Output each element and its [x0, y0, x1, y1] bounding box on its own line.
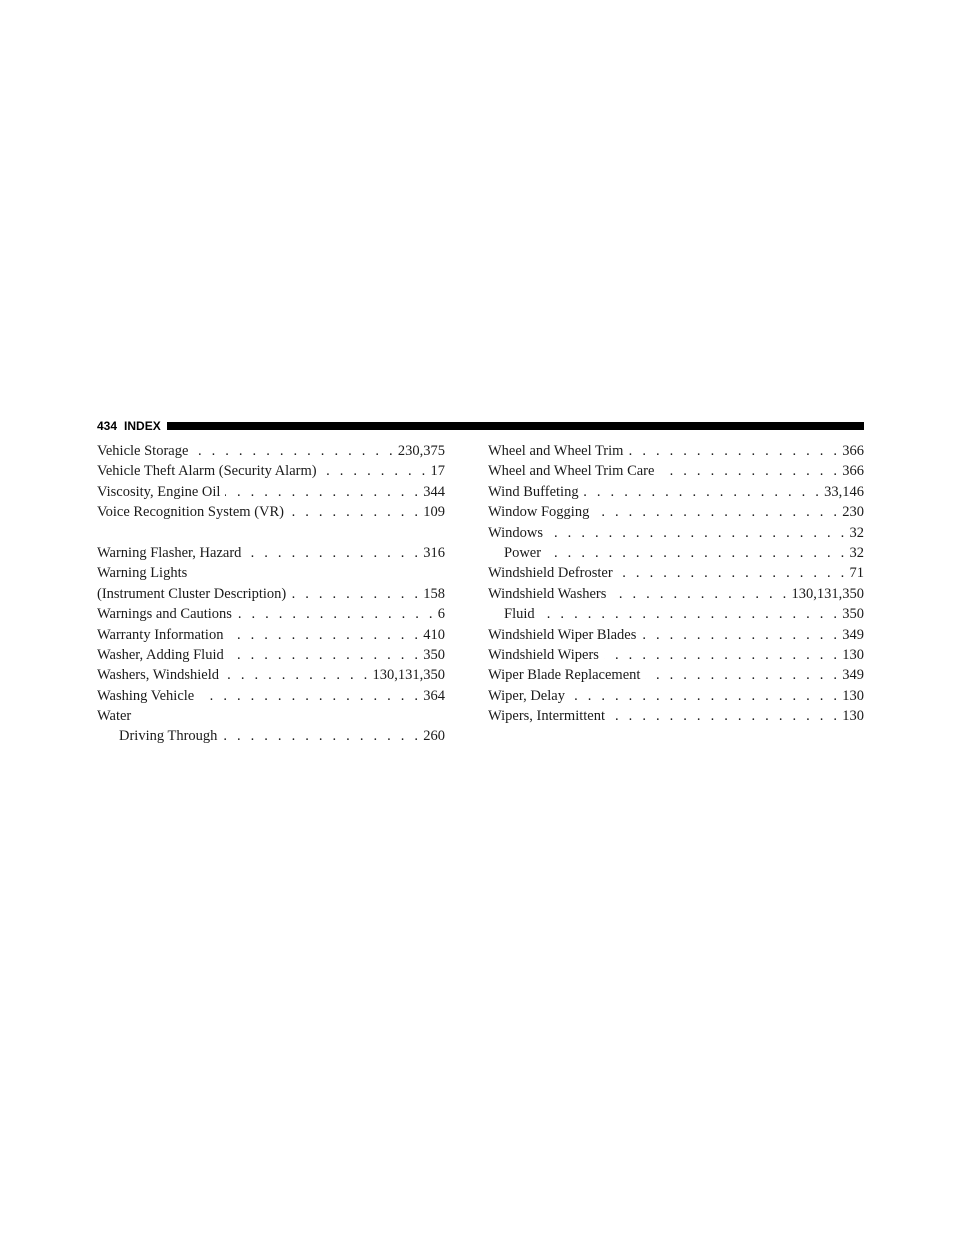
dot-leader [659, 461, 840, 481]
index-entry [97, 543, 445, 563]
dot-leader [548, 523, 848, 543]
index-pages: 130 [842, 708, 864, 725]
index-pages: 130,131,350 [372, 667, 445, 684]
index-entry [488, 645, 864, 665]
index-entry [488, 584, 864, 604]
dot-leader [570, 686, 840, 706]
index-term: Water [97, 708, 132, 725]
index-term: (Instrument Cluster Description) [97, 585, 287, 602]
index-term: Warning Flasher, Hazard [97, 544, 242, 561]
index-entry [488, 523, 864, 543]
dot-leader [628, 441, 840, 461]
index-pages: 32 [849, 524, 864, 541]
page-header [97, 417, 864, 435]
index-term: Power [504, 544, 542, 561]
index-term: Wipers, Intermittent [488, 708, 605, 725]
index-entry [488, 665, 864, 685]
index-entry [97, 461, 445, 481]
dot-leader [229, 645, 422, 665]
index-term: Windshield Wipers [488, 646, 599, 663]
index-pages: 130 [842, 687, 864, 704]
index-term: Viscosity, Engine Oil [97, 483, 221, 500]
index-subentry [488, 543, 864, 563]
index-pages: 17 [430, 463, 445, 480]
index-pages: 366 [842, 443, 864, 459]
index-pages: 158 [423, 585, 445, 602]
dot-leader [291, 584, 421, 604]
index-pages: 230 [842, 504, 864, 521]
dot-leader [222, 726, 421, 746]
index-term: Wind Buffeting [488, 483, 579, 500]
index-term: Wheel and Wheel Trim Care [488, 463, 655, 480]
index-term: Wiper Blade Replacement [488, 667, 641, 684]
index-term: Warning Lights [97, 565, 188, 582]
index-entry [488, 441, 864, 461]
index-entry [488, 482, 864, 502]
dot-leader [246, 543, 421, 563]
index-entry [488, 461, 864, 481]
index-entry [97, 604, 445, 624]
index-pages: 230,375 [397, 443, 445, 459]
index-entry [97, 686, 445, 706]
index-entry [488, 686, 864, 706]
index-pages: 349 [842, 626, 864, 643]
index-pages: 130 [842, 646, 864, 663]
index-pages: 349 [842, 667, 864, 684]
dot-leader [546, 543, 847, 563]
index-term: Windshield Washers [488, 585, 607, 602]
index-entry [97, 563, 445, 583]
index-entry [97, 482, 445, 502]
index-pages: 260 [423, 728, 445, 745]
dot-leader [224, 665, 370, 685]
index-subentry [488, 604, 864, 624]
index-column-left [97, 441, 445, 747]
index-entry [488, 625, 864, 645]
index-entry [97, 665, 445, 685]
index-entry [97, 441, 445, 461]
dot-leader [610, 706, 840, 726]
index-term: Wheel and Wheel Trim [488, 443, 624, 459]
dot-leader [584, 482, 823, 502]
dot-leader [594, 502, 840, 522]
index-entry [97, 584, 445, 604]
index-term: Warranty Information [97, 626, 224, 643]
index-term: Window Fogging [488, 504, 590, 521]
dot-leader [645, 665, 840, 685]
index-entry [488, 502, 864, 522]
index-term: Fluid [504, 606, 535, 623]
index-entry [97, 645, 445, 665]
index-pages: 6 [437, 606, 445, 623]
section-title: INDEX [124, 419, 161, 433]
index-pages: 366 [842, 463, 864, 480]
index-term: Windows [488, 524, 543, 541]
dot-leader [228, 625, 421, 645]
index-term: Voice Recognition System (VR) [97, 504, 285, 521]
index-term: Warnings and Cautions [97, 606, 232, 623]
index-term: Washing Vehicle [97, 687, 195, 704]
dot-leader [199, 686, 421, 706]
index-entry [97, 706, 445, 726]
index-term: Driving Through [119, 728, 218, 745]
dot-leader [611, 584, 789, 604]
dot-leader [289, 502, 421, 522]
index-subentry [97, 726, 445, 746]
dot-leader [322, 461, 429, 481]
dot-leader [193, 441, 395, 461]
index-pages: 350 [842, 606, 864, 623]
index-entry [488, 563, 864, 583]
letter-gap [97, 523, 445, 543]
index-entry [97, 502, 445, 522]
index-term: Washer, Adding Fluid [97, 646, 224, 663]
index-pages: 344 [423, 483, 445, 500]
index-term: Washers, Windshield [97, 667, 220, 684]
index-pages: 71 [849, 565, 864, 582]
index-term: Vehicle Storage [97, 443, 189, 459]
index-entry [488, 706, 864, 726]
dot-leader [237, 604, 436, 624]
dot-leader [225, 482, 421, 502]
index-entry [97, 625, 445, 645]
dot-leader [618, 563, 848, 583]
index-pages: 410 [423, 626, 445, 643]
index-pages: 109 [423, 504, 445, 521]
page-number: 434 [97, 419, 118, 433]
dot-leader [641, 625, 840, 645]
index-term: Vehicle Theft Alarm (Security Alarm) [97, 463, 317, 480]
index-pages: 350 [423, 646, 445, 663]
index-pages: 130,131,350 [791, 585, 864, 602]
index-pages: 364 [423, 687, 445, 704]
header-rule [167, 422, 864, 430]
dot-leader [540, 604, 841, 624]
index-column-right [488, 441, 864, 726]
index-term: Windshield Wiper Blades [488, 626, 637, 643]
index-term: Wiper, Delay [488, 687, 565, 704]
dot-leader [604, 645, 840, 665]
index-pages: 316 [423, 544, 445, 561]
index-pages: 32 [849, 544, 864, 561]
index-term: Windshield Defroster [488, 565, 613, 582]
index-pages: 33,146 [824, 483, 864, 500]
